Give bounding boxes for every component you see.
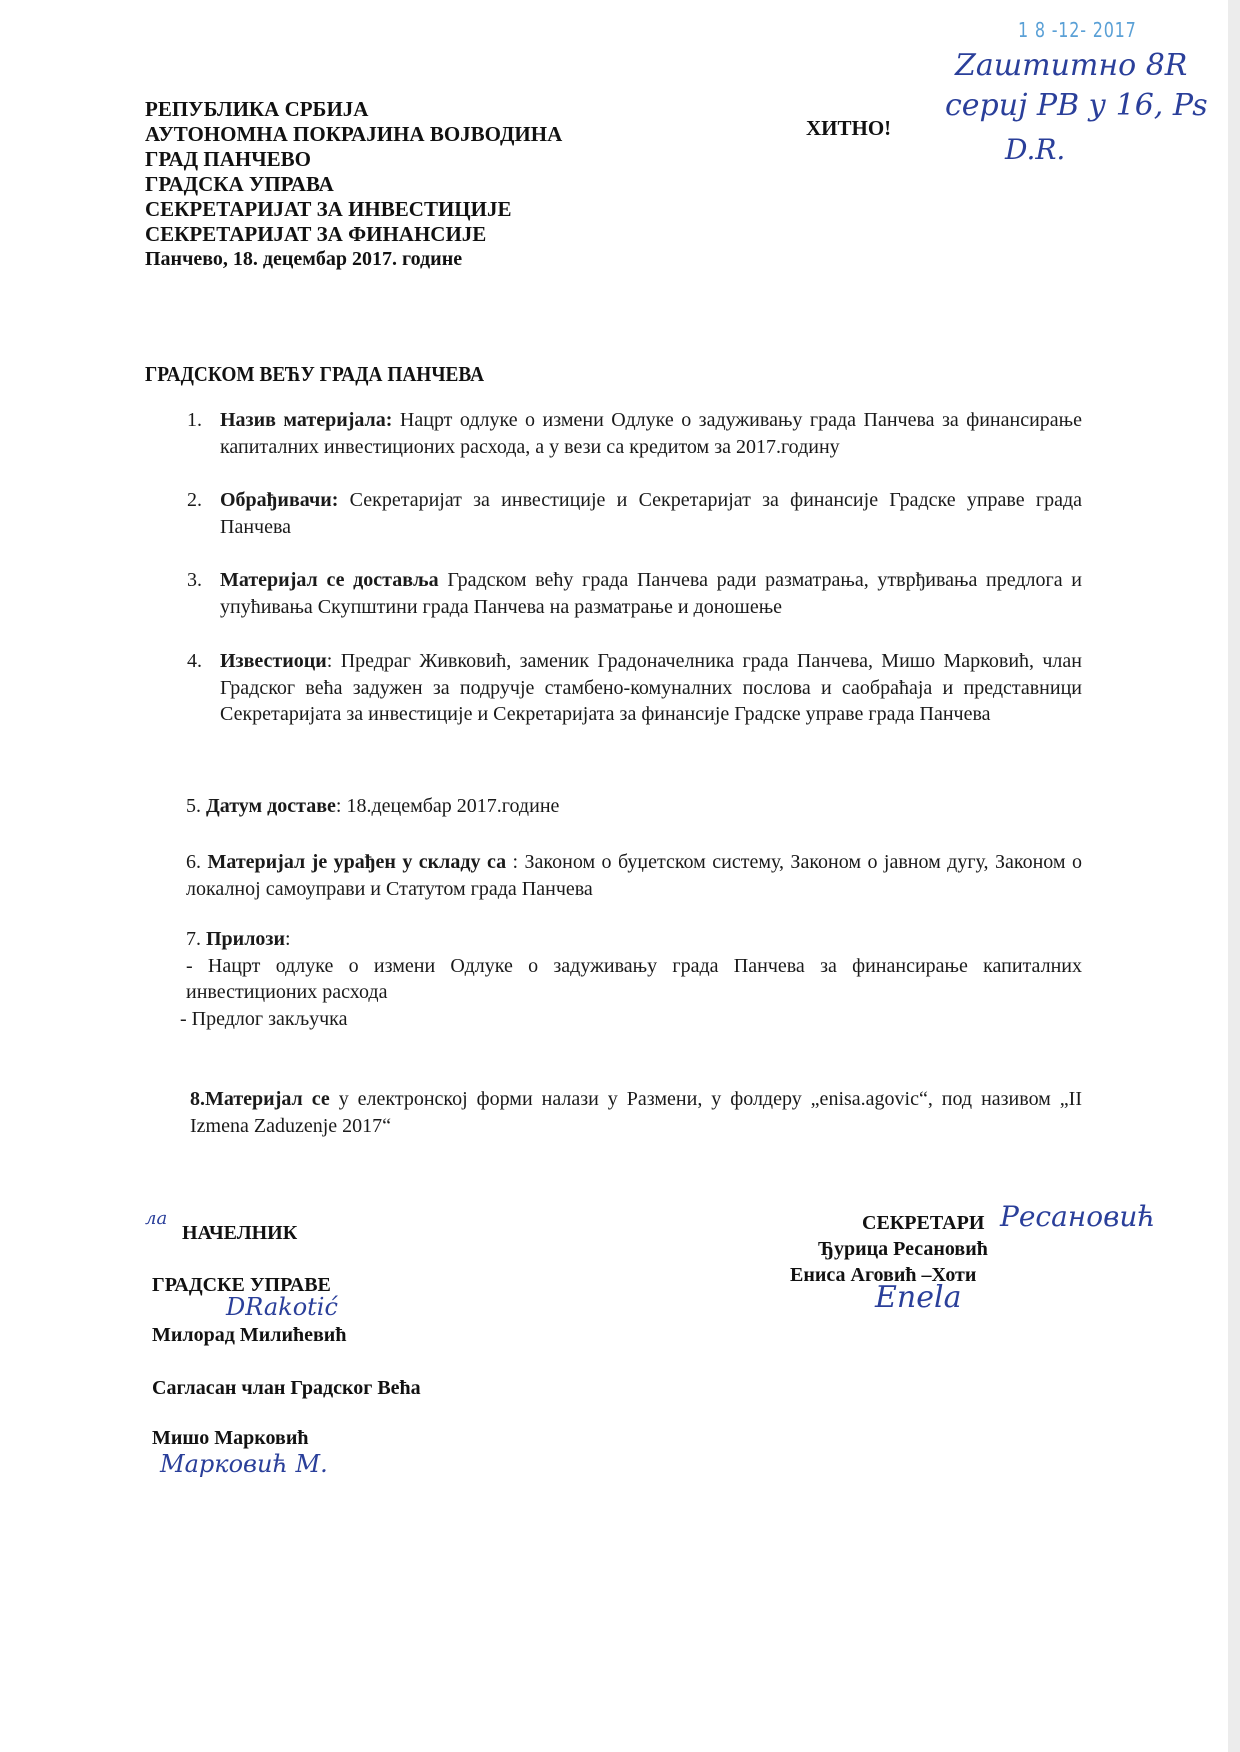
list-item — [187, 567, 1082, 620]
item-label: Датум доставе — [206, 795, 336, 817]
item-text: Нацрт одлуке о измени Одлуке о задуживању града Панчева за финансирање капиталних инвестиционих расхода, а у вези са кредитом за 2017.годину — [220, 409, 1083, 458]
item-number: 3. — [187, 569, 202, 591]
item-label: Материјал је урађен у складу са — [207, 851, 507, 873]
letterhead-line: АУТОНОМНА ПОКРАЈИНА ВОЈВОДИНА — [145, 122, 563, 146]
handwritten-note-line: Zaштитно 8R — [955, 48, 1188, 83]
item-text: : 18.децембар 2017.године — [335, 795, 560, 817]
item-text: : Предраг Живковић, заменик Градоначелника града Панчева, Мишо Марковић, члан Градског већа задужен за подручје стамбено-комуналних послова и саобраћаја и представници Секретаријата за инвестиције и Секретаријата за финансије Градске управе града Панчева — [220, 650, 1082, 725]
item-number: 4. — [187, 650, 202, 672]
handwritten-note-line: D.R. — [1005, 133, 1066, 166]
list-item — [187, 648, 1082, 728]
item-number: 8. — [190, 1088, 205, 1110]
item-label: Известиоци — [220, 650, 327, 672]
item-label: Назив материјала: — [220, 409, 393, 431]
letterhead — [145, 97, 562, 272]
handwritten-note-line: сериј PB у 16, Ps — [945, 88, 1208, 123]
item-text: : Законом о буџетском систему, Законом о јавном дугу, Законом о локалној самоуправи и Статутом града Панчева — [186, 851, 1083, 900]
item-number: 6. — [186, 851, 201, 873]
handwritten-signature: Ресановић — [1000, 1200, 1156, 1233]
letterhead-line: РЕПУБЛИКА СРБИЈА — [145, 97, 369, 121]
item-label: Материјал се доставља — [220, 569, 439, 591]
letterhead-line: ГРАДСКА УПРАВА — [145, 172, 334, 196]
list-item — [186, 793, 1082, 820]
attachment-item: - Предлог закључка — [180, 1007, 348, 1030]
item-text: Секретаријат за инвестиције и Секретаријат за финансије Градске управе града Панчева — [220, 489, 1082, 538]
list-item — [186, 849, 1082, 902]
item-number: 7. — [186, 928, 201, 950]
list-item — [187, 407, 1083, 460]
signatory-name: Ениса Аговић –Хоти — [790, 1264, 977, 1286]
item-text: Градском већу града Панчева ради разматрања, утврђивања предлога и упућивања Скупштини града Панчева на разматрање и доношење — [220, 569, 1082, 618]
signatory-title: НАЧЕЛНИК — [182, 1222, 298, 1244]
addressee-heading: ГРАДСКОМ ВЕЋУ ГРАДА ПАНЧЕВА — [145, 362, 485, 386]
list-item — [190, 1086, 1082, 1139]
signatory-name: Ђурица Ресановић — [818, 1238, 988, 1260]
handwritten-signature: DRakotić — [226, 1293, 338, 1321]
handwritten-initials: ла — [145, 1208, 168, 1229]
urgent-label: ХИТНО! — [806, 116, 892, 140]
consent-title: Сагласан члан Градског Већа — [152, 1377, 421, 1399]
item-number: 1. — [187, 409, 202, 431]
received-stamp: 1 8 -12- 2017 — [1018, 18, 1137, 42]
item-number: 5. — [186, 795, 201, 817]
consent-name: Мишо Марковић — [152, 1427, 309, 1449]
list-item — [180, 926, 1082, 1032]
attachment-item: - Нацрт одлуке о измени Одлуке о задуживању града Панчева за финансирање капиталних инвестиционих расхода — [186, 954, 1082, 1003]
item-label: Прилози — [206, 928, 285, 950]
item-text: у електронској форми налази у Размени, у фолдеру „enisa.agovic“, под називом „II Izmena Zaduzenje 2017“ — [190, 1088, 1083, 1137]
item-label: Материјал се — [205, 1088, 330, 1110]
list-item — [187, 487, 1082, 540]
signatory-title: СЕКРЕТАРИ — [862, 1212, 985, 1234]
document-date: Панчево, 18. децембар 2017. године — [145, 248, 463, 270]
letterhead-line: СЕКРЕТАРИЈАТ ЗА ФИНАНСИЈЕ — [145, 222, 487, 246]
signatory-name: Милорад Милићевић — [152, 1324, 347, 1346]
signatory-title: ГРАДСКЕ УПРАВЕ — [152, 1274, 331, 1296]
item-label: Обрађивачи: — [220, 489, 339, 511]
scan-edge — [1228, 0, 1240, 1752]
letterhead-line: ГРАД ПАНЧЕВО — [145, 147, 311, 171]
handwritten-signature: Enela — [875, 1280, 962, 1315]
letterhead-line: СЕКРЕТАРИЈАТ ЗА ИНВЕСТИЦИЈЕ — [145, 197, 512, 221]
item-number: 2. — [187, 489, 202, 511]
item-text: : — [284, 928, 291, 950]
handwritten-signature: Марковић М. — [160, 1450, 328, 1478]
